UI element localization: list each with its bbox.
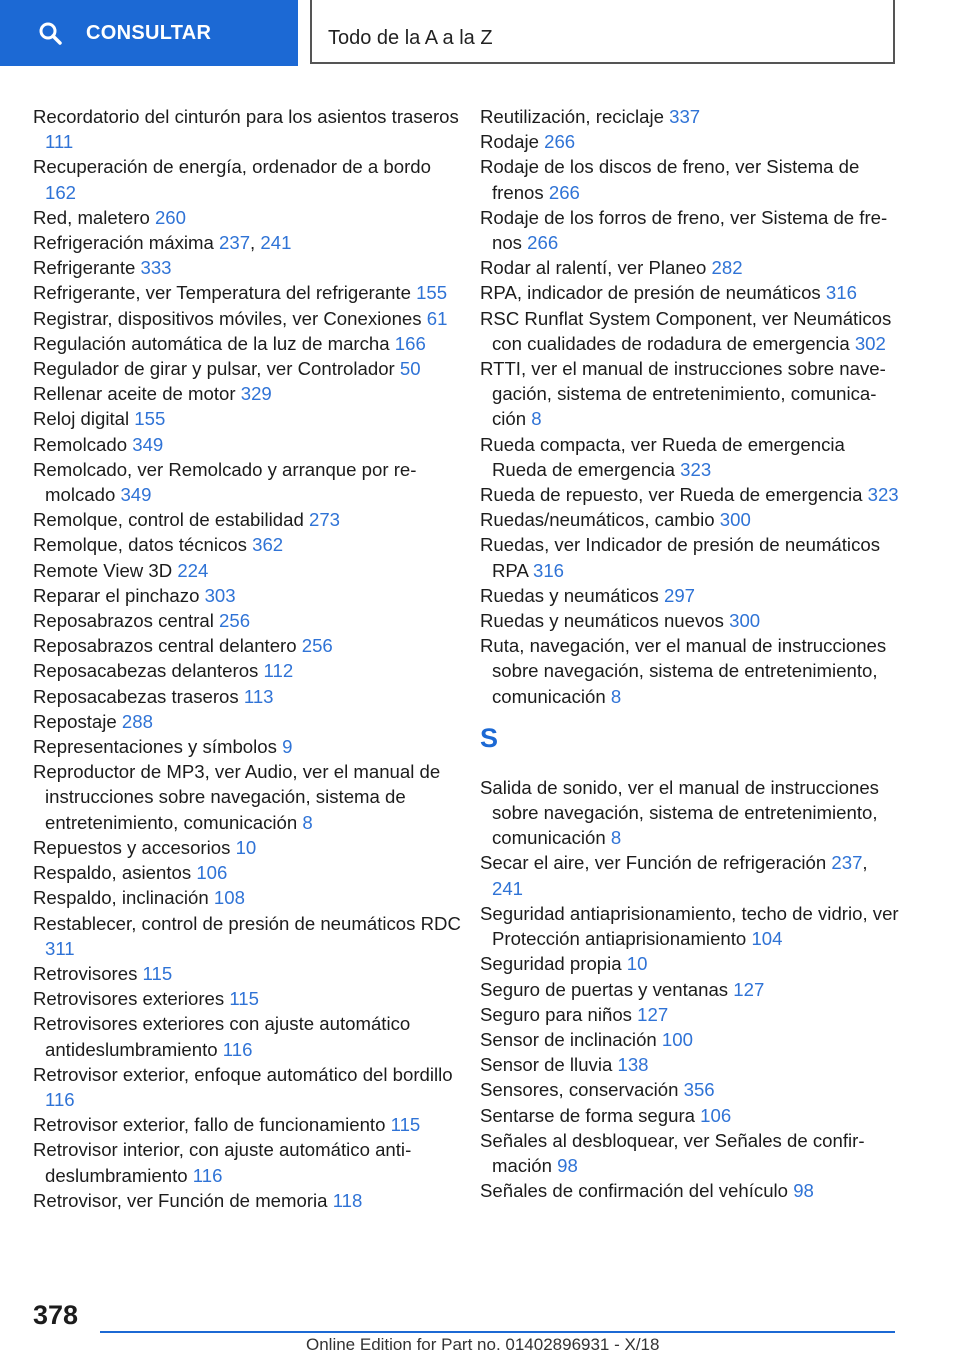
- index-entry-text: Reproductor de MP3, ver Audio, ver el manual de instrucciones sobre navegación, sistema de entretenimiento, comunicación: [33, 761, 441, 833]
- page-link[interactable]: 8: [302, 811, 313, 833]
- page-link[interactable]: 337: [669, 106, 701, 127]
- index-entry: Secar el aire, ver Función de refrigeración 237, 241: [480, 852, 868, 899]
- index-entry-text: Refrigeración máxima: [33, 232, 214, 254]
- page-link[interactable]: 100: [661, 1028, 693, 1050]
- index-entry-text: Retrovisor exterior, fallo de funcionamiento: [33, 1114, 386, 1136]
- index-entry-text: Ruedas, ver Indicador de presión de neumáticos RPA: [480, 534, 881, 581]
- index-entry: [33, 1011, 463, 1061]
- index-entry-text: Seguridad propia: [480, 953, 622, 975]
- page-link[interactable]: 116: [222, 1038, 253, 1060]
- index-entry: [480, 633, 900, 709]
- index-entry: [33, 734, 463, 759]
- index-entry-text: Recordatorio del cinturón para los asientos traseros: [33, 106, 459, 127]
- index-entry-text: Regulador de girar y pulsar, ver Controlador: [33, 358, 395, 380]
- page-link[interactable]: 106: [700, 1104, 732, 1126]
- page-link[interactable]: 10: [235, 836, 257, 858]
- index-entry: [33, 432, 463, 457]
- page-link[interactable]: 282: [711, 257, 743, 279]
- index-entry: [33, 507, 463, 532]
- index-entry-text: Restablecer, control de presión de neumáticos RDC: [33, 912, 461, 934]
- index-entry: [33, 1112, 463, 1137]
- index-entry-text: Reloj digital: [33, 408, 130, 430]
- page-link[interactable]: 256: [301, 635, 333, 657]
- page-link[interactable]: 323: [680, 458, 712, 480]
- index-entry-text: Señales al desbloquear, ver Señales de confirmación: [480, 1129, 865, 1176]
- index-entry: [33, 104, 463, 154]
- page-link[interactable]: 362: [252, 534, 284, 556]
- index-entry-text: Retrovisores: [33, 962, 138, 984]
- page-link[interactable]: 108: [213, 887, 245, 909]
- index-entry: [480, 1027, 900, 1052]
- consult-label: CONSULTAR: [86, 21, 212, 44]
- index-entry: [480, 280, 900, 305]
- index-entry: [480, 583, 900, 608]
- index-entry: [480, 1077, 900, 1102]
- page-link[interactable]: 116: [192, 1164, 223, 1186]
- index-entry: [33, 986, 463, 1011]
- page-link[interactable]: 323: [867, 484, 899, 506]
- index-entry: [480, 356, 900, 432]
- page-link[interactable]: 10: [626, 953, 648, 975]
- index-entry: [33, 154, 463, 204]
- page-link[interactable]: 115: [142, 962, 173, 984]
- index-entry: [33, 658, 463, 683]
- index-entry: [33, 961, 463, 986]
- index-entry: [33, 860, 463, 885]
- index-entry-text: Sensores, conservación: [480, 1079, 679, 1101]
- index-entry: [33, 633, 463, 658]
- page-link[interactable]: 300: [719, 509, 751, 531]
- index-entry-text: Retrovisor exterior, enfoque automático del bordillo: [33, 1063, 453, 1085]
- index-entry: [33, 457, 463, 507]
- index-entry-text: Refrigerante: [33, 257, 136, 279]
- index-entry-text: Respaldo, inclinación: [33, 887, 209, 909]
- search-icon: [38, 21, 62, 45]
- index-entry: [480, 205, 900, 255]
- index-entry: [480, 951, 900, 976]
- index-entry-text: Ruta, navegación, ver el manual de instrucciones sobre navegación, sistema de entretenimiento, comunicación: [480, 635, 887, 707]
- index-entry-text: Seguro para niños: [480, 1003, 632, 1025]
- index-entry-text: Reposacabezas traseros: [33, 685, 239, 707]
- page-link[interactable]: 224: [177, 559, 209, 581]
- index-entry-text: Remolcado: [33, 433, 128, 455]
- page-link[interactable]: 118: [332, 1189, 363, 1211]
- index-entry: [480, 1002, 900, 1027]
- index-entry-text: Rodaje de los discos de freno, ver Sistema de frenos: [480, 156, 860, 203]
- page-link[interactable]: 241: [492, 877, 524, 899]
- index-entry-text: Refrigerante, ver Temperatura del refrigerante: [33, 282, 411, 304]
- index-entry: [33, 1062, 463, 1112]
- index-entry-text: Rueda de repuesto, ver Rueda de emergencia: [480, 484, 863, 506]
- page-link[interactable]: 8: [610, 827, 622, 849]
- page-link[interactable]: 98: [793, 1180, 814, 1202]
- index-entry-text: Representaciones y símbolos: [33, 736, 277, 758]
- index-entry-text: Rellenar aceite de motor: [33, 383, 236, 405]
- index-entry-text: Regulación automática de la luz de marcha: [33, 332, 390, 354]
- page-link[interactable]: 106: [196, 862, 228, 884]
- index-entry: [33, 911, 463, 961]
- index-entry: [33, 381, 463, 406]
- page-link[interactable]: 116: [45, 1088, 75, 1110]
- page-link[interactable]: 316: [825, 282, 857, 304]
- index-entry: [33, 885, 463, 910]
- page-link[interactable]: 162: [45, 181, 77, 203]
- index-entry: [480, 532, 900, 582]
- top-bar: [0, 0, 960, 68]
- index-entry: [480, 775, 900, 851]
- index-entry: [480, 507, 900, 532]
- page-link[interactable]: 127: [637, 1003, 669, 1025]
- index-entry-text: Recuperación de energía, ordenador de a bordo: [33, 156, 431, 178]
- page-link[interactable]: 8: [610, 685, 622, 707]
- index-entry-text: RPA, indicador de presión de neumáticos: [480, 282, 821, 304]
- page-link[interactable]: 266: [548, 181, 580, 203]
- index-entry: [33, 709, 463, 734]
- index-entry-text: Ruedas y neumáticos nuevos: [480, 610, 724, 632]
- index-entry: [480, 154, 900, 204]
- index-entry: [480, 306, 900, 356]
- page-link[interactable]: 61: [426, 307, 448, 329]
- page-link[interactable]: 50: [399, 358, 421, 380]
- page-link[interactable]: 311: [45, 937, 75, 959]
- section-letter: S: [480, 722, 499, 753]
- page-link[interactable]: 98: [557, 1154, 578, 1176]
- page-link[interactable]: 266: [544, 131, 576, 153]
- index-entry: [480, 1128, 900, 1178]
- page-link[interactable]: 115: [229, 988, 259, 1010]
- page-link[interactable]: 300: [729, 610, 761, 632]
- index-entry-text: Ruedas/neumáticos, cambio: [480, 509, 715, 531]
- index-entry: [480, 482, 900, 507]
- page-link[interactable]: 256: [219, 610, 251, 632]
- index-entry: [33, 331, 463, 356]
- index-entry-text: Salida de sonido, ver el manual de instrucciones sobre navegación, sistema de entretenimiento, comunicación: [480, 776, 879, 849]
- index-entry-text: Red, maletero: [33, 206, 150, 228]
- index-entry-text: RTTI, ver el manual de instrucciones sobre navegación, sistema de entretenimiento, comunicación: [480, 358, 886, 430]
- index-entry: [33, 1137, 463, 1187]
- index-entry-text: Remolcado, ver Remolcado y arranque por remolcado: [33, 458, 417, 506]
- index-entry-text: Remolque, control de estabilidad: [33, 509, 304, 531]
- index-column-right: [480, 104, 900, 1203]
- page-link[interactable]: 349: [120, 484, 152, 506]
- page-link[interactable]: 155: [416, 282, 448, 304]
- index-entry-text: Seguridad antiaprisionamiento, techo de vidrio, ver Protección antiaprisionamiento: [480, 902, 899, 950]
- page-link[interactable]: 104: [751, 928, 783, 950]
- page-link[interactable]: 302: [854, 332, 886, 354]
- index-entry: [480, 432, 900, 482]
- index-entry-text: Sensor de inclinación: [480, 1028, 657, 1050]
- page-link[interactable]: 127: [733, 978, 765, 1000]
- index-entry-text: RSC Runflat System Component, ver Neumáticos con cualidades de rodadura de emergencia: [480, 307, 892, 354]
- page-link[interactable]: 115: [390, 1114, 421, 1136]
- page-link[interactable]: 288: [121, 710, 153, 732]
- index-entry: [33, 558, 463, 583]
- index-entry-text: Retrovisor, ver Función de memoria: [33, 1189, 328, 1211]
- index-entry: Refrigeración máxima 237, 241: [33, 232, 292, 254]
- index-entry: [480, 129, 900, 154]
- index-entry-text: Retrovisores exteriores con ajuste automático antideslumbramiento: [33, 1013, 411, 1060]
- consult-button[interactable]: [0, 0, 298, 66]
- index-entry-text: Retrovisores exteriores: [33, 988, 225, 1010]
- index-entry: [33, 205, 463, 230]
- index-entry-text: Reutilización, reciclaje: [480, 106, 664, 127]
- index-entry: [33, 356, 463, 381]
- index-entry-text: Rodaje: [480, 131, 539, 153]
- page-link[interactable]: 237: [219, 232, 251, 254]
- index-entry: [480, 901, 900, 951]
- index-entry-text: Sensor de lluvia: [480, 1054, 613, 1076]
- index-entry: [480, 1103, 900, 1128]
- index-entry-text: Rodaje de los forros de freno, ver Sistema de frenos: [480, 206, 888, 254]
- index-entry: [33, 255, 463, 280]
- page-link[interactable]: 349: [132, 433, 164, 455]
- page-link[interactable]: 329: [240, 383, 272, 405]
- index-entry-text: Registrar, dispositivos móviles, ver Conexiones: [33, 307, 422, 329]
- page-link[interactable]: 9: [282, 736, 293, 758]
- index-entry-text: Rueda compacta, ver Rueda de emergencia Rueda de emergencia: [480, 433, 845, 480]
- index-entry: [33, 532, 463, 557]
- page-link[interactable]: 297: [663, 584, 696, 606]
- page-link[interactable]: 113: [243, 685, 274, 707]
- page-link[interactable]: 303: [204, 584, 236, 606]
- index-entry: [33, 1188, 463, 1213]
- index-entry-text: Reposacabezas delanteros: [33, 660, 259, 682]
- index-entry: [480, 977, 900, 1002]
- index-entry: [480, 104, 900, 129]
- index-entry: [33, 835, 463, 860]
- page-link[interactable]: 260: [154, 206, 186, 228]
- page-link[interactable]: 273: [308, 509, 341, 531]
- index-entry: [33, 583, 463, 608]
- index-entry: [33, 306, 463, 331]
- index-entry-text: Respaldo, asientos: [33, 862, 192, 884]
- index-entry: [33, 280, 463, 305]
- index-entry: [480, 1052, 900, 1077]
- index-entry-text: Rodar al ralentí, ver Planeo: [480, 257, 707, 279]
- index-entry-text: Remote View 3D: [33, 559, 173, 581]
- index-column-left: [33, 104, 463, 1213]
- page-link[interactable]: 266: [527, 232, 559, 254]
- page-link[interactable]: 138: [617, 1054, 649, 1076]
- index-entry: [480, 255, 900, 280]
- page-link[interactable]: 316: [533, 559, 565, 581]
- index-entry-text: Señales de confirmación del vehículo: [480, 1180, 789, 1202]
- page-number: 378: [33, 1300, 79, 1330]
- topic-title: Todo de la A a la Z: [310, 0, 895, 64]
- page-link[interactable]: 241: [260, 232, 292, 254]
- index-entry-text: Reposabrazos central: [33, 610, 214, 632]
- index-entry: [33, 684, 463, 709]
- page-link[interactable]: 8: [531, 408, 542, 430]
- index-entry: [480, 1178, 900, 1203]
- index-entry: [33, 759, 463, 835]
- edition-footer: Online Edition for Part no. 01402896931 - X/18: [306, 1335, 660, 1354]
- page-link[interactable]: 155: [134, 408, 166, 430]
- index-entry-text: Reparar el pinchazo: [33, 584, 200, 606]
- index-entry-text: Seguro de puertas y ventanas: [480, 978, 729, 1000]
- page-link[interactable]: 356: [683, 1079, 715, 1101]
- page-link[interactable]: 166: [394, 332, 426, 354]
- index-entry-text: Retrovisor interior, con ajuste automático antideslumbramiento: [33, 1139, 412, 1186]
- page-link[interactable]: 111: [45, 131, 74, 153]
- index-entry-text: Reposabrazos central delantero: [33, 635, 297, 657]
- index-entry-text: Ruedas y neumáticos: [480, 584, 659, 606]
- index-entry: [33, 608, 463, 633]
- page-link[interactable]: 333: [140, 257, 172, 279]
- page-link[interactable]: 237: [831, 852, 863, 874]
- index-entry-text: Repuestos y accesorios: [33, 836, 231, 858]
- index-entry: [480, 608, 900, 633]
- index-entry-text: Remolque, datos técnicos: [33, 534, 247, 556]
- index-entry: [33, 406, 463, 431]
- index-entry-text: Repostaje: [33, 710, 117, 732]
- index-entry-text: Secar el aire, ver Función de refrigeración: [480, 852, 827, 874]
- footer-divider: [100, 1331, 895, 1333]
- page-link[interactable]: 112: [263, 660, 294, 682]
- index-entry-text: Sentarse de forma segura: [480, 1104, 695, 1126]
